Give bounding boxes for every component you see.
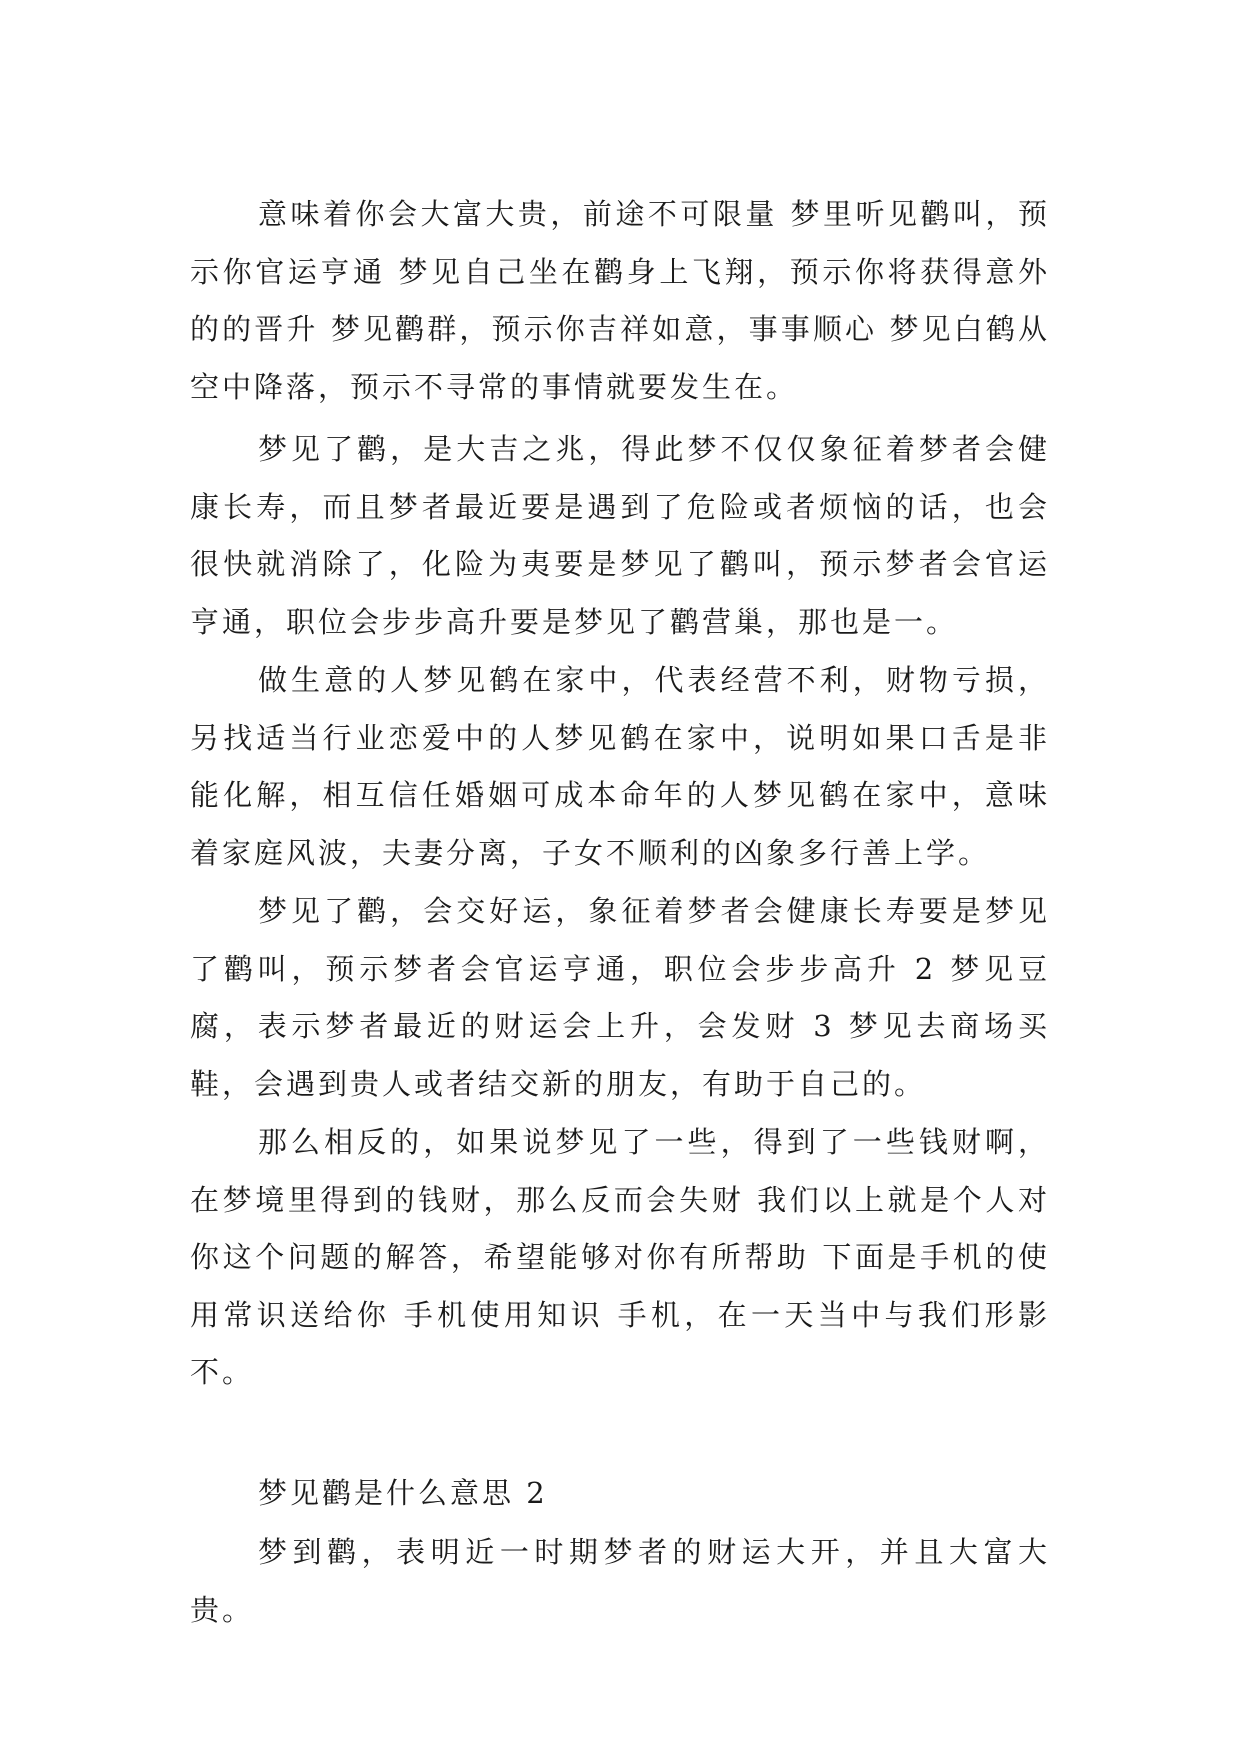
paragraph-5: 那么相反的，如果说梦见了一些，得到了一些钱财啊，在梦境里得到的钱财，那么反而会失财 我们以上就是个人对你这个问题的解答，希望能够对你有所帮助 下面是手机的使用常识送给你 手机使用知识 手机，在一天当中与我们形影不。 — [190, 1125, 1050, 1389]
paragraph-4: 梦见了鹳，会交好运，象征着梦者会健康长寿要是梦见了鹳叫，预示梦者会官运亨通，职位会步步高升 2 梦见豆腐，表示梦者最近的财运会上升，会发财 3 梦见去商场买鞋，会遇到贵人或者结交新的朋友，有助于自己的。 — [190, 894, 1050, 1101]
paragraph-2: 梦见了鹳，是大吉之兆，得此梦不仅仅象征着梦者会健康长寿，而且梦者最近要是遇到了危险或者烦恼的话，也会很快就消除了，化险为夷要是梦见了鹳叫，预示梦者会官运亨通，职位会步步高升要是梦见了鹳营巢，那也是一。 — [190, 432, 1050, 639]
paragraph-3: 做生意的人梦见鹤在家中，代表经营不利，财物亏损，另找适当行业恋爱中的人梦见鹤在家中，说明如果口舌是非能化解，相互信任婚姻可成本命年的人梦见鹤在家中，意味着家庭风波，夫妻分离，子女不顺利的凶象多行善上学。 — [190, 663, 1050, 870]
paragraph-6: 梦到鹳，表明近一时期梦者的财运大开，并且大富大贵。 — [190, 1535, 1050, 1627]
paragraph-1: 意味着你会大富大贵，前途不可限量 梦里听见鹳叫，预示你官运亨通 梦见自己坐在鹳身上飞翔，预示你将获得意外的的晋升 梦见鹳群，预示你吉祥如意，事事顺心 梦见白鹤从空中降落，预示不寻常的事情就要发生在。 — [190, 197, 1050, 404]
section-heading: 梦见鹳是什么意思 2 — [258, 1476, 548, 1510]
